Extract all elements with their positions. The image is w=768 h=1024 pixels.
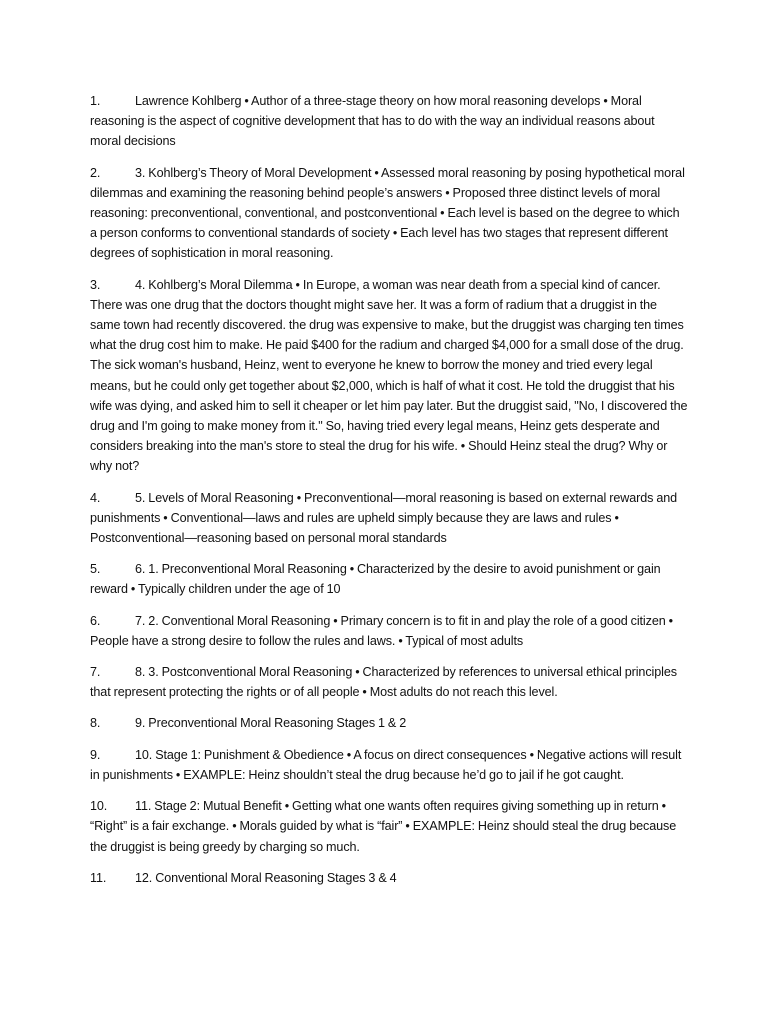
item-number: 1. — [90, 94, 101, 108]
list-item — [90, 713, 688, 733]
list-item — [90, 662, 688, 702]
item-number: 11. — [90, 870, 107, 885]
list-item — [90, 163, 688, 264]
item-number: 5. — [90, 562, 101, 577]
list-item — [90, 745, 688, 785]
list-item — [90, 488, 688, 549]
item-number: 8. — [90, 716, 101, 731]
list-item — [90, 91, 688, 152]
item-number: 2. — [90, 165, 101, 180]
list-item — [90, 559, 688, 599]
item-number: 3. — [90, 277, 101, 292]
document-body — [90, 91, 688, 899]
item-text: 11. Stage 2: Mutual Benefit • Getting what one wants often requires giving something up in return • “Right” is a fair exchange. • Morals guided by what is “fair” • EXAMPLE: Heinz should steal the drug because the druggist is being greedy by charging so much. — [90, 799, 677, 854]
item-number: 9. — [90, 747, 101, 762]
item-text: 8. 3. Postconventional Moral Reasoning • Characterized by references to universal ethical principles that represent protecting the rights or of all people • Most adults do not reach this level. — [90, 665, 677, 700]
item-text: 7. 2. Conventional Moral Reasoning • Primary concern is to fit in and play the role of a good citizen • People have a strong desire to follow the rules and laws. • Typical of most adults — [90, 613, 673, 648]
item-number: 10. — [90, 799, 108, 814]
list-item — [90, 611, 688, 651]
item-text: 9. Preconventional Moral Reasoning Stages 1 & 2 — [135, 716, 407, 731]
list-item — [90, 796, 688, 857]
item-text: 12. Conventional Moral Reasoning Stages 3 & 4 — [135, 870, 397, 885]
list-item — [90, 868, 688, 888]
item-number: 6. — [90, 613, 101, 628]
item-text: 6. 1. Preconventional Moral Reasoning • Characterized by the desire to avoid punishment or gain reward • Typically children under the age of 10 — [90, 562, 661, 597]
item-text: 4. Kohlberg’s Moral Dilemma • In Europe, a woman was near death from a special kind of cancer. There was one drug that the doctors thought might save her. It was a form of radium that a druggist in the same town had recently discovered. the drug was expensive to make, but the druggist was charging ten times what the drug cost him to make. He paid $400 for the radium and charged $4,000 for a small dose of the drug. The sick woman's husband, Heinz, went to everyone he knew to borrow the money and tried every legal means, but he could only get together about $2,000, which is half of what it cost. He told the druggist that his wife was dying, and asked him to sell it cheaper or let him pay later. But the druggist said, "No, I discovered the drug and I'm going to make money from it." So, having tried every legal means, Heinz gets desperate and considers breaking into the man's store to steal the drug for his wife. • Should Heinz steal the drug? Why or why not? — [90, 277, 688, 474]
item-text: Lawrence Kohlberg • Author of a three-stage theory on how moral reasoning develops • Moral reasoning is the aspect of cognitive development that has to do with the way an individual reasons about moral decisions — [90, 94, 655, 149]
item-text: 5. Levels of Moral Reasoning • Preconventional—moral reasoning is based on external rewards and punishments • Conventional—laws and rules are upheld simply because they are laws and rules • Postconventional—reasoning based on personal moral standards — [90, 490, 678, 546]
item-text: 10. Stage 1: Punishment & Obedience • A focus on direct consequences • Negative actions will result in punishments • EXAMPLE: Heinz shouldn’t steal the drug because he’d go to jail if he got caught. — [90, 747, 682, 782]
item-text: 3. Kohlberg’s Theory of Moral Development • Assessed moral reasoning by posing hypothetical moral dilemmas and examining the reasoning behind people’s answers • Proposed three distinct levels of moral reasoning: preconventional, conventional, and postconventional • Each level is based on the degree to which a person conforms to conventional standards of society • Each level has two stages that represent different degrees of sophistication in moral reasoning. — [90, 165, 685, 261]
item-number: 7. — [90, 665, 101, 680]
list-item — [90, 275, 688, 477]
item-number: 4. — [90, 490, 101, 505]
